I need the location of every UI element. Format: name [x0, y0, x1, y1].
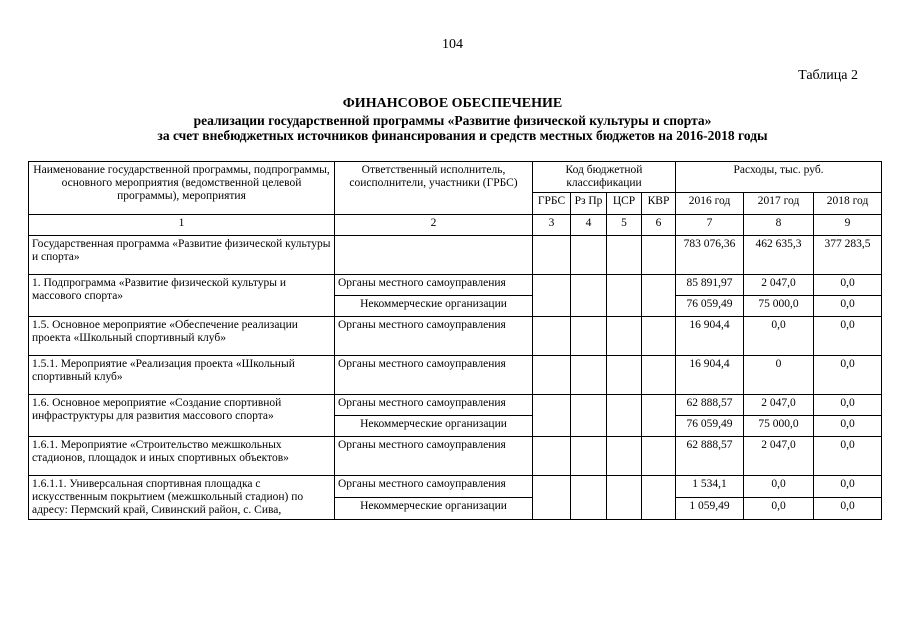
value-2016: 62 888,57 [676, 437, 744, 476]
header-grbs: ГРБС [533, 193, 571, 215]
row-executor: Органы местного самоуправления [335, 275, 533, 296]
value-2016: 783 076,36 [676, 236, 744, 275]
document-subtitle-1: реализации государственной программы «Развитие физической культуры и спорта» [193, 113, 712, 128]
value-2017: 0,0 [744, 476, 814, 498]
value-2016: 16 904,4 [676, 356, 744, 395]
page-number: 104 [442, 37, 463, 52]
document-subtitle-2: за счет внебюджетных источников финансирования и средств местных бюджетов на 2016-2018 годы [157, 128, 768, 143]
value-2018: 377 283,5 [814, 236, 882, 275]
value-2017: 2 047,0 [744, 275, 814, 296]
value-2018: 0,0 [814, 416, 882, 437]
value-2017: 75 000,0 [744, 416, 814, 437]
value-2018: 0,0 [814, 296, 882, 317]
table-row [29, 476, 882, 498]
column-number: 4 [571, 215, 607, 236]
row-executor: Органы местного самоуправления [335, 395, 533, 416]
row-executor: Некоммерческие организации [335, 416, 533, 437]
row-executor: Некоммерческие организации [335, 296, 533, 317]
value-2017: 2 047,0 [744, 395, 814, 416]
value-2017: 2 047,0 [744, 437, 814, 476]
table-row [29, 317, 882, 356]
value-2016: 85 891,97 [676, 275, 744, 296]
column-number: 9 [814, 215, 882, 236]
row-executor [335, 236, 533, 275]
value-2017: 0,0 [744, 498, 814, 520]
table-row [29, 275, 882, 296]
row-executor: Некоммерческие организации [335, 498, 533, 520]
header-code-group: Код бюджетной классификации [533, 162, 676, 193]
row-name: 1.6.1. Мероприятие «Строительство межшкольных стадионов, площадок и иных спортивных объектов» [29, 437, 335, 476]
financing-table [28, 161, 882, 520]
column-number: 8 [744, 215, 814, 236]
table-row [29, 356, 882, 395]
row-name: 1.6. Основное мероприятие «Создание спортивной инфраструктуры для развития массового спорта» [29, 395, 335, 437]
value-2017: 0 [744, 356, 814, 395]
value-2018: 0,0 [814, 356, 882, 395]
header-expenses-group: Расходы, тыс. руб. [676, 162, 882, 193]
value-2018: 0,0 [814, 476, 882, 498]
document-title: ФИНАНСОВОЕ ОБЕСПЕЧЕНИЕ [342, 96, 563, 111]
value-2018: 0,0 [814, 395, 882, 416]
value-2016: 62 888,57 [676, 395, 744, 416]
row-executor: Органы местного самоуправления [335, 437, 533, 476]
column-number: 7 [676, 215, 744, 236]
row-executor: Органы местного самоуправления [335, 356, 533, 395]
column-number: 1 [29, 215, 335, 236]
header-csr: ЦСР [607, 193, 642, 215]
row-name: 1.5.1. Мероприятие «Реализация проекта «Школьный спортивный клуб» [29, 356, 335, 395]
value-2018: 0,0 [814, 275, 882, 296]
header-kvr: КВР [642, 193, 676, 215]
row-name: 1.6.1.1. Универсальная спортивная площадка с искусственным покрытием (межшкольный стадион) по адресу: Пермский край, Сивинский район, с. Сива, [29, 476, 335, 520]
value-2018: 0,0 [814, 498, 882, 520]
value-2017: 0,0 [744, 317, 814, 356]
table-label: Таблица 2 [798, 68, 858, 83]
row-name: Государственная программа «Развитие физической культуры и спорта» [29, 236, 335, 275]
column-number: 3 [533, 215, 571, 236]
header-name: Наименование государственной программы, подпрограммы, основного мероприятия (ведомственной целевой программы), мероприятия [29, 162, 335, 215]
header-2016: 2016 год [676, 193, 744, 215]
table-row [29, 437, 882, 476]
row-name: 1. Подпрограмма «Развитие физической культуры и массового спорта» [29, 275, 335, 317]
column-number: 2 [335, 215, 533, 236]
header-2018: 2018 год [814, 193, 882, 215]
row-executor: Органы местного самоуправления [335, 317, 533, 356]
value-2017: 75 000,0 [744, 296, 814, 317]
table-row [29, 395, 882, 416]
value-2016: 76 059,49 [676, 416, 744, 437]
value-2016: 76 059,49 [676, 296, 744, 317]
column-numbers-row [29, 215, 882, 236]
value-2018: 0,0 [814, 437, 882, 476]
value-2017: 462 635,3 [744, 236, 814, 275]
value-2016: 1 534,1 [676, 476, 744, 498]
value-2016: 16 904,4 [676, 317, 744, 356]
header-executor: Ответственный исполнитель, соисполнители, участники (ГРБС) [335, 162, 533, 215]
row-executor: Органы местного самоуправления [335, 476, 533, 498]
header-2017: 2017 год [744, 193, 814, 215]
column-number: 6 [642, 215, 676, 236]
column-number: 5 [607, 215, 642, 236]
row-name: 1.5. Основное мероприятие «Обеспечение реализации проекта «Школьный спортивный клуб» [29, 317, 335, 356]
value-2016: 1 059,49 [676, 498, 744, 520]
table-row [29, 236, 882, 275]
value-2018: 0,0 [814, 317, 882, 356]
header-rzpr: Рз Пр [571, 193, 607, 215]
